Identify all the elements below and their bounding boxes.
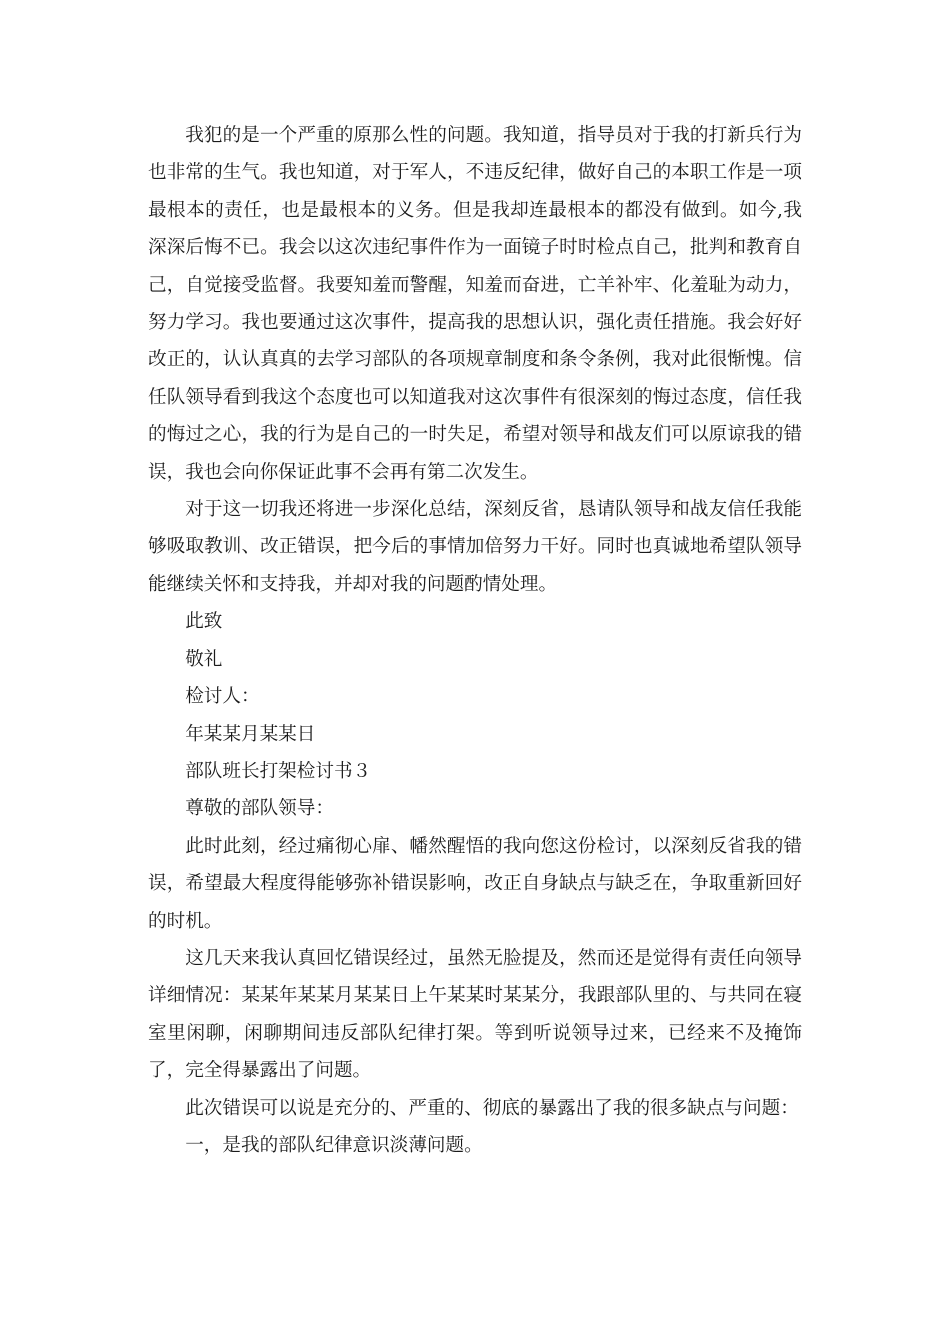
paragraph-account: 这几天来我认真回忆错误经过，虽然无脸提及，然而还是觉得有责任向领导详细情况：某某年某某月某某日上午某某时某某分，我跟部队里的、与共同在寝室里闲聊，闲聊期间违反部队纪律打架。等到听说领导过来，已经来不及掩饰了，完全得暴露出了问题。 (148, 947, 802, 1082)
paragraph-intro: 此时此刻，经过痛彻心扉、幡然醒悟的我向您这份检讨，以深刻反省我的错误，希望最大程度得能够弥补错误影响，改正自身缺点与缺乏在，争取重新回好的时机。 (148, 835, 802, 932)
paragraph-confession: 我犯的是一个严重的原那么性的问题。我知道，指导员对于我的打新兵行为也非常的生气。我也知道，对于军人，不违反纪律，做好自己的本职工作是一项最根本的责任，也是最根本的义务。但是我却连最根本的都没有做到。如今,我深深后悔不已。我会以这次违纪事件作为一面镜子时时检点自己，批判和教育自己，自觉接受监督。我要知羞而警醒，知羞而奋进，亡羊补牢、化羞耻为动力，努力学习。我也要通过这次事件，提高我的思想认识，强化责任措施。我会好好改正的，认认真真的去学习部队的各项规章制度和条令条例，我对此很惭愧。信任队领导看到我这个态度也可以知道我对这次事件有很深刻的悔过态度，信任我的悔过之心，我的行为是自己的一时失足，希望对领导和战友们可以原谅我的错误，我也会向你保证此事不会再有第二次发生。 (148, 125, 802, 483)
greeting: 尊敬的部队领导： (185, 798, 334, 820)
closing-salutation: 此致 (185, 611, 223, 633)
date-line: 年某某月某某日 (185, 723, 316, 745)
section-heading: 部队班长打架检讨书３ (185, 760, 372, 782)
closing-regards: 敬礼 (185, 648, 223, 670)
signature-label: 检讨人： (185, 686, 260, 708)
document-body (148, 117, 802, 1164)
paragraph-point-one: 一，是我的部队纪律意识淡薄问题。 (185, 1134, 483, 1156)
paragraph-issues: 此次错误可以说是充分的、严重的、彻底的暴露出了我的很多缺点与问题： (185, 1097, 799, 1119)
paragraph-summary: 对于这一切我还将进一步深化总结，深刻反省，恳请队领导和战友信任我能够吸取教训、改正错误，把今后的事情加倍努力干好。同时也真诚地希望队领导能继续关怀和支持我，并却对我的问题酌情处理。 (148, 499, 802, 595)
